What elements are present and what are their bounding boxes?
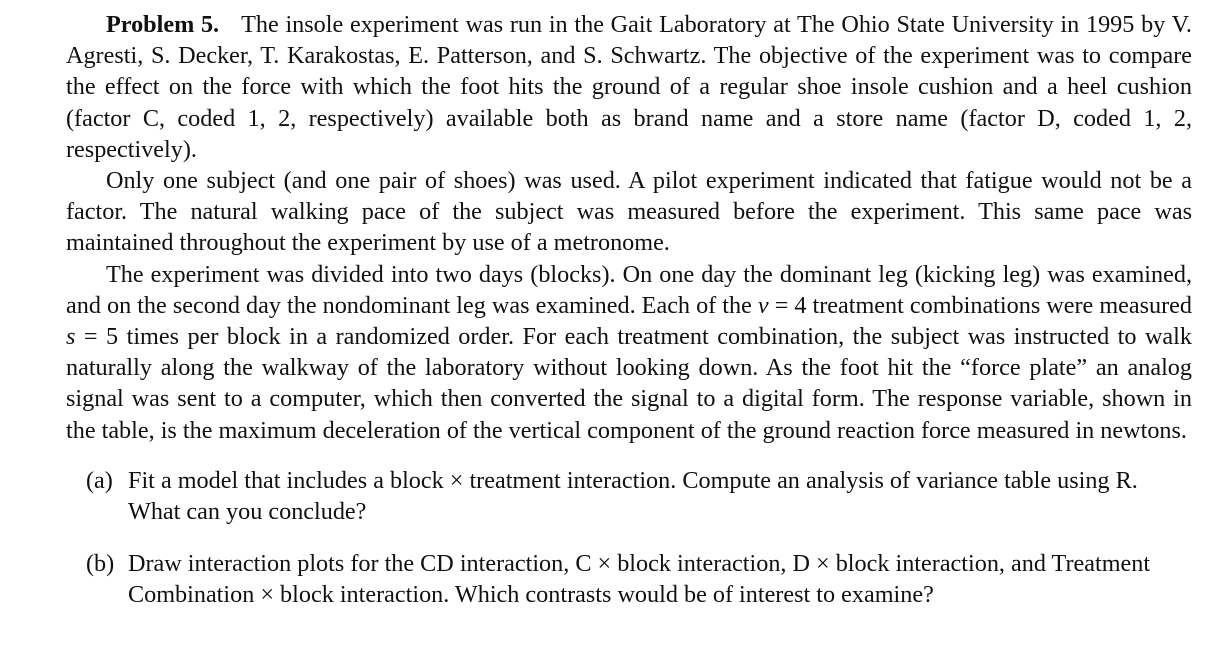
problem-paragraph-1 xyxy=(66,9,1192,165)
paragraph-3-text-end: = 5 times per block in a randomized order. For each treatment combination, the subject was instructed to walk naturally along the walkway of the laboratory without looking down. As the foot hit the “force plate” an analog signal was sent to a computer, which then converted the signal to a digital form. The response variable, shown in the table, is the maximum deceleration of the vertical component of the ground reaction force measured in newtons. xyxy=(66,323,1192,444)
question-text-b: Draw interaction plots for the CD interaction, C × block interaction, D × block interaction, and Treatment Combination × block interaction. Which contrasts would be of interest to examine? xyxy=(128,550,1151,609)
problem-paragraph-2 xyxy=(66,165,1192,259)
question-label-a: (a) xyxy=(86,466,113,494)
v-symbol: v xyxy=(757,291,769,319)
paragraph-1-text: The insole experiment was run in the Gait Laboratory at The Ohio State University in 1995 by V. Agresti, S. Decker, T. Karakostas, E. Patterson, and S. Schwartz. The objective of the experiment was to compare the effect on the force with which the foot hits the ground of a regular shoe insole cushion and a heel cushion (factor C, coded 1, 2, respectively) available both as brand name and a store name (factor D, coded 1, 2, respectively). xyxy=(66,11,1192,163)
question-list xyxy=(66,465,1192,611)
s-symbol: s xyxy=(66,323,76,351)
paragraph-3-v-equation: = 4 treatment combinations were measured xyxy=(768,291,1193,319)
problem-paragraph-3 xyxy=(66,259,1192,446)
paragraph-2-text: Only one subject (and one pair of shoes) was used. A pilot experiment indicated that fatigue would not be a factor. The natural walking pace of the subject was measured before the experiment. This same pace was maintained throughout the experiment by use of a metronome. xyxy=(66,167,1192,257)
problem-label: Problem 5. xyxy=(106,11,220,38)
problem-page xyxy=(66,9,1192,632)
question-item-a xyxy=(66,465,1192,527)
question-item-b xyxy=(66,548,1192,610)
question-text-a: Fit a model that includes a block × treatment interaction. Compute an analysis of variance table using R. What can you conclude? xyxy=(128,466,1138,526)
paragraph-3-text-start: The experiment was divided into two days (blocks). On one day the dominant leg (kicking leg) was examined, and on the second day the nondominant leg was examined. Each of the xyxy=(66,260,1192,319)
question-label-b: (b) xyxy=(86,550,115,578)
